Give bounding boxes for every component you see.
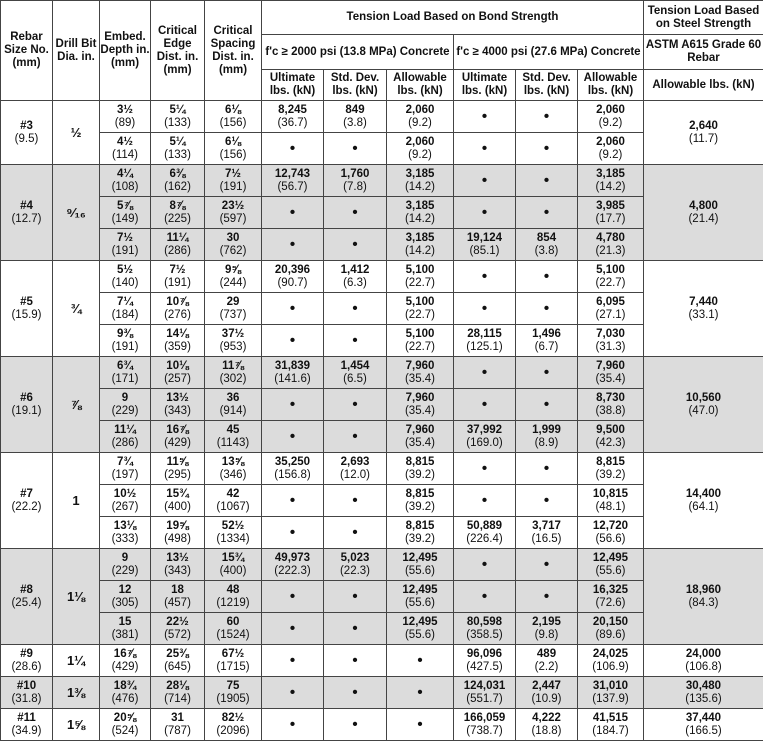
edge-distance-cell: 10⅞ (276) <box>151 293 205 325</box>
rebar-size-cell: #11 (34.9) <box>1 709 53 741</box>
edge-distance-cell: 16⅞ (429) <box>151 421 205 453</box>
allowable-2000-cell: • <box>387 709 454 741</box>
allowable-2000-cell: 12,495 (55.6) <box>387 549 454 581</box>
edge-distance-cell: 8⅞ (225) <box>151 197 205 229</box>
stddev-4000-cell: 489 (2.2) <box>516 645 578 677</box>
ultimate-4000-cell: 80,598 (358.5) <box>454 613 516 645</box>
stddev-2000-cell: • <box>324 229 387 261</box>
concrete-2000-header: f'c ≥ 2000 psi (13.8 MPa) Concrete <box>262 35 454 70</box>
drill-bit-cell: ¾ <box>53 261 100 357</box>
spacing-distance-cell: 75 (1905) <box>205 677 262 709</box>
ultimate-2000-cell: 35,250 (156.8) <box>262 453 324 485</box>
stddev-2000-cell: 2,693 (12.0) <box>324 453 387 485</box>
embed-depth-cell: 9⅜ (191) <box>100 325 151 357</box>
table-row <box>1 549 763 581</box>
stddev-4000-cell: 2,195 (9.8) <box>516 613 578 645</box>
ultimate-2000-cell: • <box>262 581 324 613</box>
table-row <box>1 709 763 741</box>
table-row <box>1 645 763 677</box>
ultimate-2000-cell: • <box>262 293 324 325</box>
allowable-4000-cell: 3,985 (17.7) <box>578 197 644 229</box>
edge-distance-cell: 31 (787) <box>151 709 205 741</box>
allowable-2000-cell: 3,185 (14.2) <box>387 197 454 229</box>
steel-allowable-cell: 4,800 (21.4) <box>644 165 763 261</box>
allowable-2000-cell: 5,100 (22.7) <box>387 261 454 293</box>
col-header-embed: Embed. Depth in. (mm) <box>100 1 151 101</box>
ultimate-2000-cell: 49,973 (222.3) <box>262 549 324 581</box>
col-header-spacing: Critical Spacing Dist. in. (mm) <box>205 1 262 101</box>
stddev-header: Std. Dev. lbs. (kN) <box>324 70 387 101</box>
allowable-4000-cell: 8,730 (38.8) <box>578 389 644 421</box>
edge-distance-cell: 11⅝ (295) <box>151 453 205 485</box>
allowable-2000-cell: 7,960 (35.4) <box>387 357 454 389</box>
edge-distance-cell: 5¼ (133) <box>151 101 205 133</box>
spacing-distance-cell: 29 (737) <box>205 293 262 325</box>
allowable-2000-cell: 12,495 (55.6) <box>387 613 454 645</box>
edge-distance-cell: 18 (457) <box>151 581 205 613</box>
allowable-4000-cell: 24,025 (106.9) <box>578 645 644 677</box>
spacing-distance-cell: 42 (1067) <box>205 485 262 517</box>
edge-distance-cell: 6⅜ (162) <box>151 165 205 197</box>
drill-bit-cell: 1 <box>53 453 100 549</box>
stddev-4000-cell: • <box>516 165 578 197</box>
stddev-2000-cell: • <box>324 485 387 517</box>
edge-distance-cell: 13½ (343) <box>151 549 205 581</box>
steel-allowable-cell: 18,960 (84.3) <box>644 549 763 645</box>
drill-bit-cell: 1⅛ <box>53 549 100 645</box>
stddev-2000-cell: • <box>324 645 387 677</box>
table-row <box>1 101 763 133</box>
spacing-distance-cell: 48 (1219) <box>205 581 262 613</box>
embed-depth-cell: 4¼ (108) <box>100 165 151 197</box>
spacing-distance-cell: 13⅝ (346) <box>205 453 262 485</box>
spacing-distance-cell: 60 (1524) <box>205 613 262 645</box>
drill-bit-cell: 1⅝ <box>53 709 100 741</box>
rebar-size-cell: #9 (28.6) <box>1 645 53 677</box>
ultimate-2000-cell: • <box>262 133 324 165</box>
allowable-2000-cell: 2,060 (9.2) <box>387 133 454 165</box>
ultimate-4000-cell: • <box>454 549 516 581</box>
allowable-4000-cell: 10,815 (48.1) <box>578 485 644 517</box>
stddev-4000-cell: • <box>516 389 578 421</box>
ultimate-4000-cell: 50,889 (226.4) <box>454 517 516 549</box>
embed-depth-cell: 7¼ (184) <box>100 293 151 325</box>
ultimate-4000-cell: 166,059 (738.7) <box>454 709 516 741</box>
rebar-size-cell: #6 (19.1) <box>1 357 53 453</box>
allowable-4000-cell: 2,060 (9.2) <box>578 101 644 133</box>
ultimate-2000-cell: 12,743 (56.7) <box>262 165 324 197</box>
embed-depth-cell: 20⅝ (524) <box>100 709 151 741</box>
allowable-2000-cell: 3,185 (14.2) <box>387 229 454 261</box>
stddev-4000-cell: 1,496 (6.7) <box>516 325 578 357</box>
edge-distance-cell: 25⅜ (645) <box>151 645 205 677</box>
edge-distance-cell: 28⅛ (714) <box>151 677 205 709</box>
embed-depth-cell: 12 (305) <box>100 581 151 613</box>
embed-depth-cell: 6¾ (171) <box>100 357 151 389</box>
allowable-4000-cell: 12,720 (56.6) <box>578 517 644 549</box>
edge-distance-cell: 22½ (572) <box>151 613 205 645</box>
ultimate-4000-cell: • <box>454 293 516 325</box>
stddev-header: Std. Dev. lbs. (kN) <box>516 70 578 101</box>
ultimate-2000-cell: • <box>262 421 324 453</box>
stddev-2000-cell: • <box>324 197 387 229</box>
spacing-distance-cell: 9⅝ (244) <box>205 261 262 293</box>
ultimate-4000-cell: • <box>454 453 516 485</box>
table-row <box>1 677 763 709</box>
ultimate-4000-cell: • <box>454 133 516 165</box>
spacing-distance-cell: 7½ (191) <box>205 165 262 197</box>
allowable-2000-cell: 7,960 (35.4) <box>387 389 454 421</box>
ultimate-header: Ultimate lbs. (kN) <box>262 70 324 101</box>
ultimate-header: Ultimate lbs. (kN) <box>454 70 516 101</box>
stddev-2000-cell: 5,023 (22.3) <box>324 549 387 581</box>
stddev-4000-cell: 1,999 (8.9) <box>516 421 578 453</box>
edge-distance-cell: 7½ (191) <box>151 261 205 293</box>
allowable-2000-cell: 3,185 (14.2) <box>387 165 454 197</box>
embed-depth-cell: 18¾ (476) <box>100 677 151 709</box>
ultimate-4000-cell: 28,115 (125.1) <box>454 325 516 357</box>
ultimate-2000-cell: • <box>262 613 324 645</box>
stddev-4000-cell: • <box>516 549 578 581</box>
allowable-4000-cell: 6,095 (27.1) <box>578 293 644 325</box>
stddev-4000-cell: • <box>516 485 578 517</box>
ultimate-2000-cell: 8,245 (36.7) <box>262 101 324 133</box>
rebar-size-cell: #4 (12.7) <box>1 165 53 261</box>
edge-distance-cell: 15¾ (400) <box>151 485 205 517</box>
spacing-distance-cell: 67½ (1715) <box>205 645 262 677</box>
spacing-distance-cell: 37½ (953) <box>205 325 262 357</box>
col-header-drill: Drill Bit Dia. in. <box>53 1 100 101</box>
embed-depth-cell: 7¾ (197) <box>100 453 151 485</box>
embed-depth-cell: 9 (229) <box>100 549 151 581</box>
allowable-2000-cell: 8,815 (39.2) <box>387 453 454 485</box>
ultimate-2000-cell: • <box>262 645 324 677</box>
allowable-2000-cell: 7,960 (35.4) <box>387 421 454 453</box>
edge-distance-cell: 10⅛ (257) <box>151 357 205 389</box>
allowable-2000-cell: 8,815 (39.2) <box>387 517 454 549</box>
rebar-size-cell: #8 (25.4) <box>1 549 53 645</box>
ultimate-4000-cell: • <box>454 581 516 613</box>
stddev-2000-cell: 1,760 (7.8) <box>324 165 387 197</box>
stddev-2000-cell: • <box>324 613 387 645</box>
ultimate-2000-cell: • <box>262 389 324 421</box>
ultimate-2000-cell: • <box>262 197 324 229</box>
astm-header: ASTM A615 Grade 60 Rebar <box>644 35 763 70</box>
drill-bit-cell: 1⅜ <box>53 677 100 709</box>
embed-depth-cell: 11¼ (286) <box>100 421 151 453</box>
allowable-4000-cell: 2,060 (9.2) <box>578 133 644 165</box>
allowable-4000-cell: 8,815 (39.2) <box>578 453 644 485</box>
embed-depth-cell: 3½ (89) <box>100 101 151 133</box>
spacing-distance-cell: 52½ (1334) <box>205 517 262 549</box>
ultimate-4000-cell: 96,096 (427.5) <box>454 645 516 677</box>
embed-depth-cell: 9 (229) <box>100 389 151 421</box>
embed-depth-cell: 5½ (140) <box>100 261 151 293</box>
steel-allowable-cell: 10,560 (47.0) <box>644 357 763 453</box>
stddev-2000-cell: • <box>324 677 387 709</box>
embed-depth-cell: 16⅞ (429) <box>100 645 151 677</box>
allowable-2000-cell: 2,060 (9.2) <box>387 101 454 133</box>
table-body <box>1 101 763 741</box>
embed-depth-cell: 10½ (267) <box>100 485 151 517</box>
stddev-4000-cell: • <box>516 101 578 133</box>
steel-allowable-cell: 14,400 (64.1) <box>644 453 763 549</box>
ultimate-2000-cell: • <box>262 485 324 517</box>
spacing-distance-cell: 6⅛ (156) <box>205 133 262 165</box>
stddev-2000-cell: • <box>324 517 387 549</box>
stddev-2000-cell: 1,412 (6.3) <box>324 261 387 293</box>
rebar-size-cell: #3 (9.5) <box>1 101 53 165</box>
allowable-2000-cell: 8,815 (39.2) <box>387 485 454 517</box>
table-row <box>1 261 763 293</box>
stddev-4000-cell: • <box>516 357 578 389</box>
ultimate-4000-cell: • <box>454 357 516 389</box>
allowable-4000-cell: 7,960 (35.4) <box>578 357 644 389</box>
allowable-2000-cell: • <box>387 645 454 677</box>
ultimate-4000-cell: 124,031 (551.7) <box>454 677 516 709</box>
ultimate-4000-cell: 37,992 (169.0) <box>454 421 516 453</box>
stddev-2000-cell: • <box>324 325 387 357</box>
ultimate-2000-cell: 31,839 (141.6) <box>262 357 324 389</box>
ultimate-2000-cell: 20,396 (90.7) <box>262 261 324 293</box>
stddev-2000-cell: • <box>324 709 387 741</box>
allowable-2000-cell: 12,495 (55.6) <box>387 581 454 613</box>
spacing-distance-cell: 45 (1143) <box>205 421 262 453</box>
rebar-size-cell: #10 (31.8) <box>1 677 53 709</box>
stddev-4000-cell: • <box>516 453 578 485</box>
stddev-2000-cell: • <box>324 389 387 421</box>
allowable-header: Allowable lbs. (kN) <box>644 70 763 101</box>
rebar-size-cell: #5 (15.9) <box>1 261 53 357</box>
spacing-distance-cell: 11⅞ (302) <box>205 357 262 389</box>
rebar-size-cell: #7 (22.2) <box>1 453 53 549</box>
table-row <box>1 453 763 485</box>
stddev-2000-cell: • <box>324 421 387 453</box>
bond-strength-header: Tension Load Based on Bond Strength <box>262 1 644 35</box>
stddev-4000-cell: • <box>516 581 578 613</box>
allowable-4000-cell: 31,010 (137.9) <box>578 677 644 709</box>
stddev-2000-cell: 1,454 (6.5) <box>324 357 387 389</box>
stddev-2000-cell: • <box>324 133 387 165</box>
embed-depth-cell: 7½ (191) <box>100 229 151 261</box>
drill-bit-cell: ½ <box>53 101 100 165</box>
ultimate-2000-cell: • <box>262 709 324 741</box>
allowable-2000-cell: 5,100 (22.7) <box>387 293 454 325</box>
allowable-2000-cell: 5,100 (22.7) <box>387 325 454 357</box>
ultimate-4000-cell: • <box>454 485 516 517</box>
edge-distance-cell: 13½ (343) <box>151 389 205 421</box>
ultimate-4000-cell: • <box>454 389 516 421</box>
allowable-2000-cell: • <box>387 677 454 709</box>
embed-depth-cell: 15 (381) <box>100 613 151 645</box>
stddev-4000-cell: • <box>516 197 578 229</box>
ultimate-2000-cell: • <box>262 325 324 357</box>
allowable-4000-cell: 41,515 (184.7) <box>578 709 644 741</box>
edge-distance-cell: 5¼ (133) <box>151 133 205 165</box>
col-header-edge: Critical Edge Dist. in. (mm) <box>151 1 205 101</box>
edge-distance-cell: 19⅝ (498) <box>151 517 205 549</box>
ultimate-4000-cell: 19,124 (85.1) <box>454 229 516 261</box>
allowable-4000-cell: 3,185 (14.2) <box>578 165 644 197</box>
stddev-4000-cell: • <box>516 261 578 293</box>
stddev-4000-cell: 3,717 (16.5) <box>516 517 578 549</box>
ultimate-4000-cell: • <box>454 101 516 133</box>
spacing-distance-cell: 6⅛ (156) <box>205 101 262 133</box>
steel-strength-header: Tension Load Based on Steel Strength <box>644 1 763 35</box>
embed-depth-cell: 13⅛ (333) <box>100 517 151 549</box>
embed-depth-cell: 4½ (114) <box>100 133 151 165</box>
spacing-distance-cell: 23½ (597) <box>205 197 262 229</box>
allowable-4000-cell: 4,780 (21.3) <box>578 229 644 261</box>
allowable-4000-cell: 20,150 (89.6) <box>578 613 644 645</box>
allowable-4000-cell: 16,325 (72.6) <box>578 581 644 613</box>
edge-distance-cell: 14⅛ (359) <box>151 325 205 357</box>
ultimate-4000-cell: • <box>454 197 516 229</box>
ultimate-2000-cell: • <box>262 229 324 261</box>
steel-allowable-cell: 37,440 (166.5) <box>644 709 763 741</box>
spacing-distance-cell: 36 (914) <box>205 389 262 421</box>
steel-allowable-cell: 30,480 (135.6) <box>644 677 763 709</box>
edge-distance-cell: 11¼ (286) <box>151 229 205 261</box>
col-header-rebar: Rebar Size No. (mm) <box>1 1 53 101</box>
spacing-distance-cell: 30 (762) <box>205 229 262 261</box>
ultimate-4000-cell: • <box>454 165 516 197</box>
table-row <box>1 165 763 197</box>
stddev-2000-cell: • <box>324 293 387 325</box>
steel-allowable-cell: 2,640 (11.7) <box>644 101 763 165</box>
ultimate-2000-cell: • <box>262 677 324 709</box>
steel-allowable-cell: 24,000 (106.8) <box>644 645 763 677</box>
allowable-header: Allowable lbs. (kN) <box>387 70 454 101</box>
allowable-4000-cell: 7,030 (31.3) <box>578 325 644 357</box>
steel-allowable-cell: 7,440 (33.1) <box>644 261 763 357</box>
drill-bit-cell: 1¼ <box>53 645 100 677</box>
concrete-4000-header: f'c ≥ 4000 psi (27.6 MPa) Concrete <box>454 35 644 70</box>
embed-depth-cell: 5⅞ (149) <box>100 197 151 229</box>
stddev-2000-cell: 849 (3.8) <box>324 101 387 133</box>
allowable-4000-cell: 9,500 (42.3) <box>578 421 644 453</box>
drill-bit-cell: ⅞ <box>53 357 100 453</box>
table-row <box>1 357 763 389</box>
allowable-4000-cell: 5,100 (22.7) <box>578 261 644 293</box>
stddev-4000-cell: 4,222 (18.8) <box>516 709 578 741</box>
allowable-4000-cell: 12,495 (55.6) <box>578 549 644 581</box>
allowable-header: Allowable lbs. (kN) <box>578 70 644 101</box>
stddev-4000-cell: 2,447 (10.9) <box>516 677 578 709</box>
stddev-2000-cell: • <box>324 581 387 613</box>
spacing-distance-cell: 15¾ (400) <box>205 549 262 581</box>
ultimate-4000-cell: • <box>454 261 516 293</box>
stddev-4000-cell: • <box>516 133 578 165</box>
spacing-distance-cell: 82½ (2096) <box>205 709 262 741</box>
ultimate-2000-cell: • <box>262 517 324 549</box>
stddev-4000-cell: • <box>516 293 578 325</box>
drill-bit-cell: ⁹⁄₁₆ <box>53 165 100 261</box>
stddev-4000-cell: 854 (3.8) <box>516 229 578 261</box>
